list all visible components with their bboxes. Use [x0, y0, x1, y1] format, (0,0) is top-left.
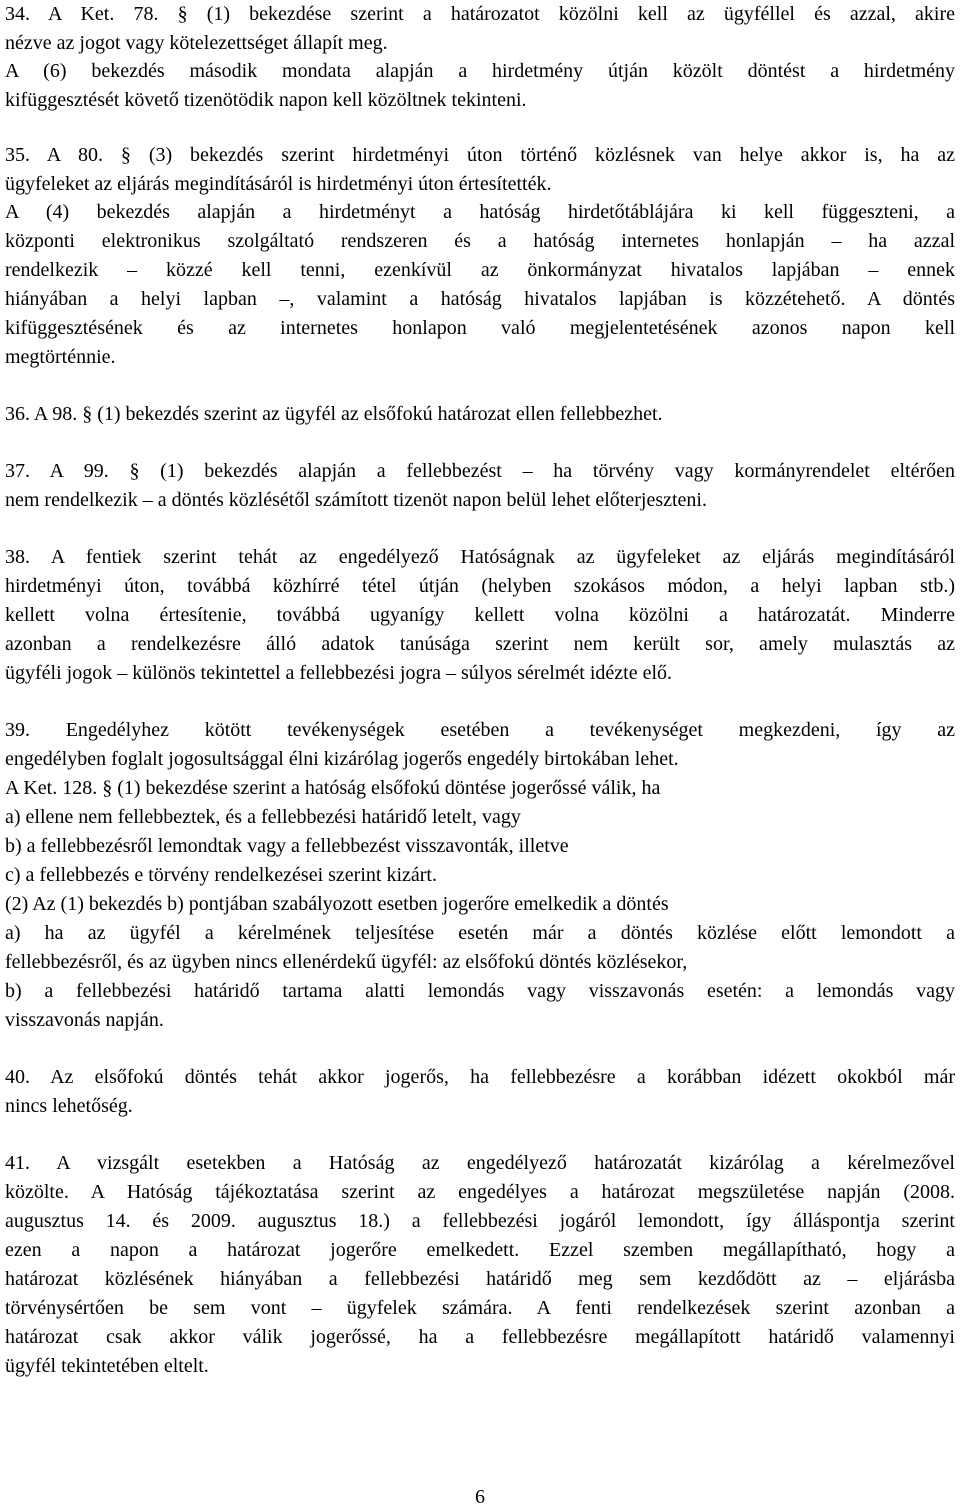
- text-line: kellett volna értesítenie, továbbá ugyanígy kellett volna közölni a határozatát. Minderre: [5, 604, 955, 626]
- text-line: 41. A vizsgált esetekben a Hatóság az engedélyező határozatát kizárólag a kérelmezővel: [5, 1152, 955, 1174]
- text-line: b) a fellebbezési határidő tartama alatti lemondás vagy visszavonás esetén: a lemondás vagy: [5, 980, 955, 1002]
- text-line: közölte. A Hatóság tájékoztatása szerint az engedélyes a határozat megszületése napján (2008.: [5, 1181, 955, 1203]
- text-line: a) ellene nem fellebbeztek, és a fellebbezési határidő letelt, vagy: [5, 806, 521, 828]
- text-line: ügyféli jogok – különös tekintettel a fellebbezési jogra – súlyos sérelmét idézte elő.: [5, 662, 673, 684]
- text-line: központi elektronikus szolgáltató rendszeren és a hatóság internetes honlapján – ha azzal: [5, 230, 955, 252]
- page-number: 6: [475, 1486, 485, 1508]
- text-line: ügyfél tekintetében eltelt.: [5, 1355, 209, 1377]
- text-line: rendelkezik – közzé kell tenni, ezenkívül az önkormányzat hivatalos lapjában – ennek: [5, 259, 955, 281]
- text-line: törvénysértően be sem vont – ügyfelek számára. A fenti rendelkezések szerint azonban a: [5, 1297, 955, 1319]
- text-line: augusztus 14. és 2009. augusztus 18.) a fellebbezési jogáról lemondott, így álláspontja szerint: [5, 1210, 955, 1232]
- text-line: engedélyben foglalt jogosultsággal élni kizárólag jogerős engedély birtokában lehet.: [5, 748, 679, 770]
- text-line: megtörténnie.: [5, 346, 116, 368]
- text-line: 35. A 80. § (3) bekezdés szerint hirdetményi úton történő közlésnek van helye akkor is, ha az: [5, 144, 955, 166]
- text-line: A (4) bekezdés alapján a hirdetményt a hatóság hirdetőtáblájára ki kell függeszteni, a: [5, 201, 955, 223]
- text-line: 34. A Ket. 78. § (1) bekezdése szerint a határozatot közölni kell az ügyféllel és azzal, akire: [5, 3, 955, 25]
- text-line: azonban a rendelkezésre álló adatok tanúsága szerint nem került sor, amely mulasztás az: [5, 633, 955, 655]
- text-line: hiányában a helyi lapban –, valamint a hatóság hivatalos lapjában is közzétehető. A döntés: [5, 288, 955, 310]
- text-line: 39. Engedélyhez kötött tevékenységek esetében a tevékenységet megkezdeni, így az: [5, 719, 955, 741]
- text-line: visszavonás napján.: [5, 1009, 164, 1031]
- text-line: hirdetményi úton, továbbá közhírré tétel útján (helyben szokásos módon, a helyi lapban stb.): [5, 575, 955, 597]
- text-line: nézve az jogot vagy kötelezettséget állapít meg.: [5, 32, 388, 54]
- text-line: nincs lehetőség.: [5, 1095, 133, 1117]
- text-line: 38. A fentiek szerint tehát az engedélyező Hatóságnak az ügyfeleket az eljárás megindításáról: [5, 546, 955, 568]
- text-line: ezen a napon a határozat jogerőre emelkedett. Ezzel szemben megállapítható, hogy a: [5, 1239, 955, 1261]
- text-line: 37. A 99. § (1) bekezdés alapján a fellebbezést – ha törvény vagy kormányrendelet eltérően: [5, 460, 955, 482]
- text-line: nem rendelkezik – a döntés közlésétől számított tizenöt napon belül lehet előterjeszteni.: [5, 489, 707, 511]
- text-line: 40. Az elsőfokú döntés tehát akkor jogerős, ha fellebbezésre a korábban idézett okokból már: [5, 1066, 955, 1088]
- text-line: 36. A 98. § (1) bekezdés szerint az ügyfél az elsőfokú határozat ellen fellebbezhet.: [5, 403, 663, 425]
- text-line: határozat csak akkor válik jogerőssé, ha a fellebbezésre megállapított határidő valamennyi: [5, 1326, 955, 1348]
- text-line: a) ha az ügyfél a kérelmének teljesítése esetén már a döntés közlése előtt lemondott a: [5, 922, 955, 944]
- text-line: A Ket. 128. § (1) bekezdése szerint a hatóság elsőfokú döntése jogerőssé válik, ha: [5, 777, 661, 799]
- text-line: határozat közlésének hiányában a fellebbezési határidő meg sem kezdődött az – eljárásba: [5, 1268, 955, 1290]
- text-line: kifüggesztését követő tizenötödik napon kell közöltnek tekinteni.: [5, 89, 527, 111]
- text-line: c) a fellebbezés e törvény rendelkezései szerint kizárt.: [5, 864, 437, 886]
- text-line: kifüggesztésének és az internetes honlapon való megjelentetésének azonos napon kell: [5, 317, 955, 339]
- text-line: fellebbezésről, és az ügyben nincs ellenérdekű ügyfél: az elsőfokú döntés közlésekor,: [5, 951, 688, 973]
- text-line: A (6) bekezdés második mondata alapján a hirdetmény útján közölt döntést a hirdetmény: [5, 60, 955, 82]
- text-line: ügyfeleket az eljárás megindításáról is hirdetményi úton értesítették.: [5, 173, 552, 195]
- text-line: b) a fellebbezésről lemondtak vagy a fellebbezést visszavonták, illetve: [5, 835, 569, 857]
- text-line: (2) Az (1) bekezdés b) pontjában szabályozott esetben jogerőre emelkedik a döntés: [5, 893, 669, 915]
